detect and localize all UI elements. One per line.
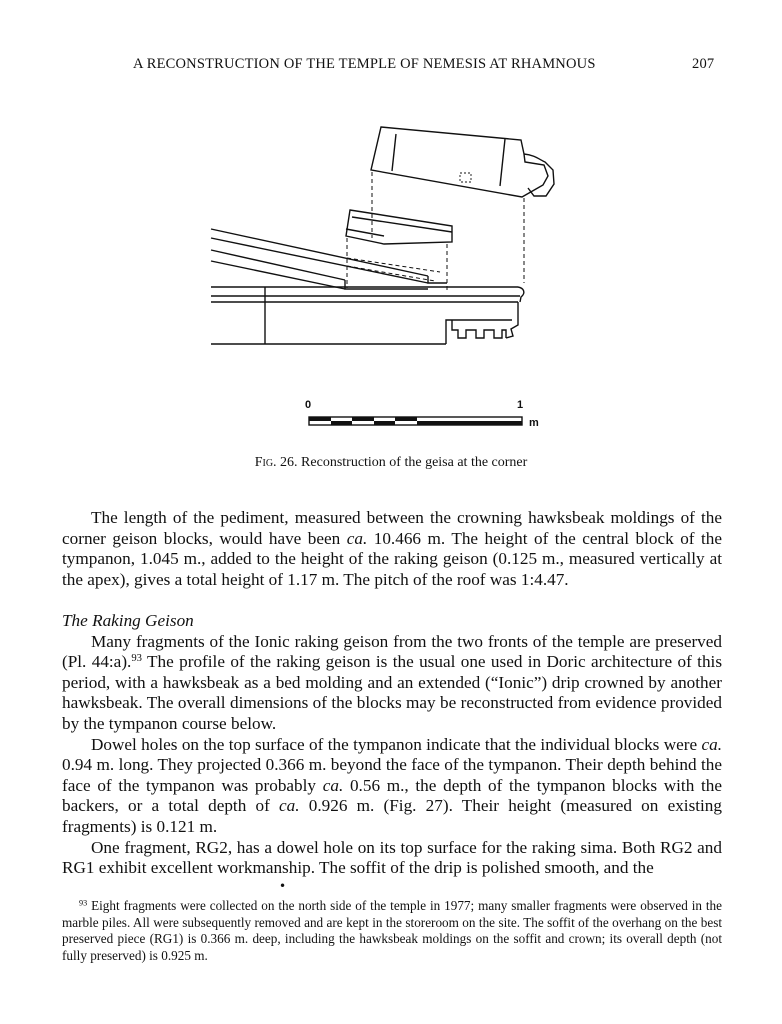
section-heading: The Raking Geison bbox=[62, 611, 194, 630]
scale-label-start: 0 bbox=[305, 399, 312, 411]
caption-text: Reconstruction of the geisa at the corner bbox=[301, 455, 528, 470]
running-title: A RECONSTRUCTION OF THE TEMPLE OF NEMESIS AT RHAMNOUS bbox=[133, 56, 596, 72]
body-text-block-2 bbox=[62, 611, 722, 879]
footnote-ref: 93 bbox=[131, 653, 142, 665]
paragraph-rg2: One fragment, RG2, has a dowel hole on its top surface for the raking sima. Both RG2 and RG1 exhibit excellent workmanship. The soffit of the drip is polished smooth, and the bbox=[62, 837, 722, 878]
paragraph-dowel-holes: Dowel holes on the top surface of the tympanon indicate that the individual blocks were ca. 0.94 m. long. They projected 0.366 m. beyond the face of the tympanon. Their depth behind the face of the tympanon was probably ca. 0.56 m., the depth of the tympanon blocks with the backers, or a total depth of ca. 0.926 m. (Fig. 27). Their height (measured on existing fragments) is 0.121 m. bbox=[62, 734, 722, 836]
scale-unit: m bbox=[529, 417, 539, 429]
scale-label-end: 1 bbox=[517, 399, 524, 411]
geisa-corner-drawing bbox=[0, 0, 782, 480]
raking-sima-block bbox=[346, 210, 452, 244]
page-number: 207 bbox=[692, 56, 715, 72]
raking-geison-block-top bbox=[371, 127, 554, 197]
scale-bar bbox=[305, 399, 539, 429]
horizontal-geison bbox=[211, 287, 524, 344]
paragraph-pediment-length: The length of the pediment, measured between the crowning hawksbeak moldings of the corner geison blocks, would have been ca. 10.466 m. The height of the central block of the tympanon, 1.045 m., added to the height of the raking geison (0.125 m., measured vertically at the apex), gives a total height of 1.17 m. The pitch of the roof was 1:4.47. bbox=[62, 508, 722, 589]
body-text-block-1 bbox=[62, 508, 722, 590]
caption-label: Fig. 26. bbox=[254, 455, 298, 470]
paragraph-raking-geison: Many fragments of the Ionic raking geison from the two fronts of the temple are preserved (Pl. 44:a).$^{93}$ The profile of the raking geison is the usual one used in Doric architecture of this period, with a hawksbeak as a bed molding and an extended (“Ionic”) drip crowned by another hawksbeak. The overall dimensions of the blocks may be reconstructed from evidence provided by the tympanon course below. bbox=[62, 631, 723, 733]
footnote-93 bbox=[62, 898, 722, 964]
mutule-blocks bbox=[452, 320, 512, 338]
footnote-text: Eight fragments were collected on the north side of the temple in 1977; many smaller fragments were observed in the marble piles. All were subsequently removed and are kept in the storeroom on the site. The soffit of the overhang on the best preserved piece (RG1) is 0.366 m. deep, including the hawksbeak moldings on the soffit and crown; its overall depth (not fully preserved) is 0.925 m. bbox=[62, 898, 722, 963]
footnote-number: 93 bbox=[79, 898, 88, 908]
raking-geison-lines bbox=[211, 229, 447, 289]
separator-dot: • bbox=[279, 879, 287, 893]
figure-caption bbox=[0, 455, 782, 471]
